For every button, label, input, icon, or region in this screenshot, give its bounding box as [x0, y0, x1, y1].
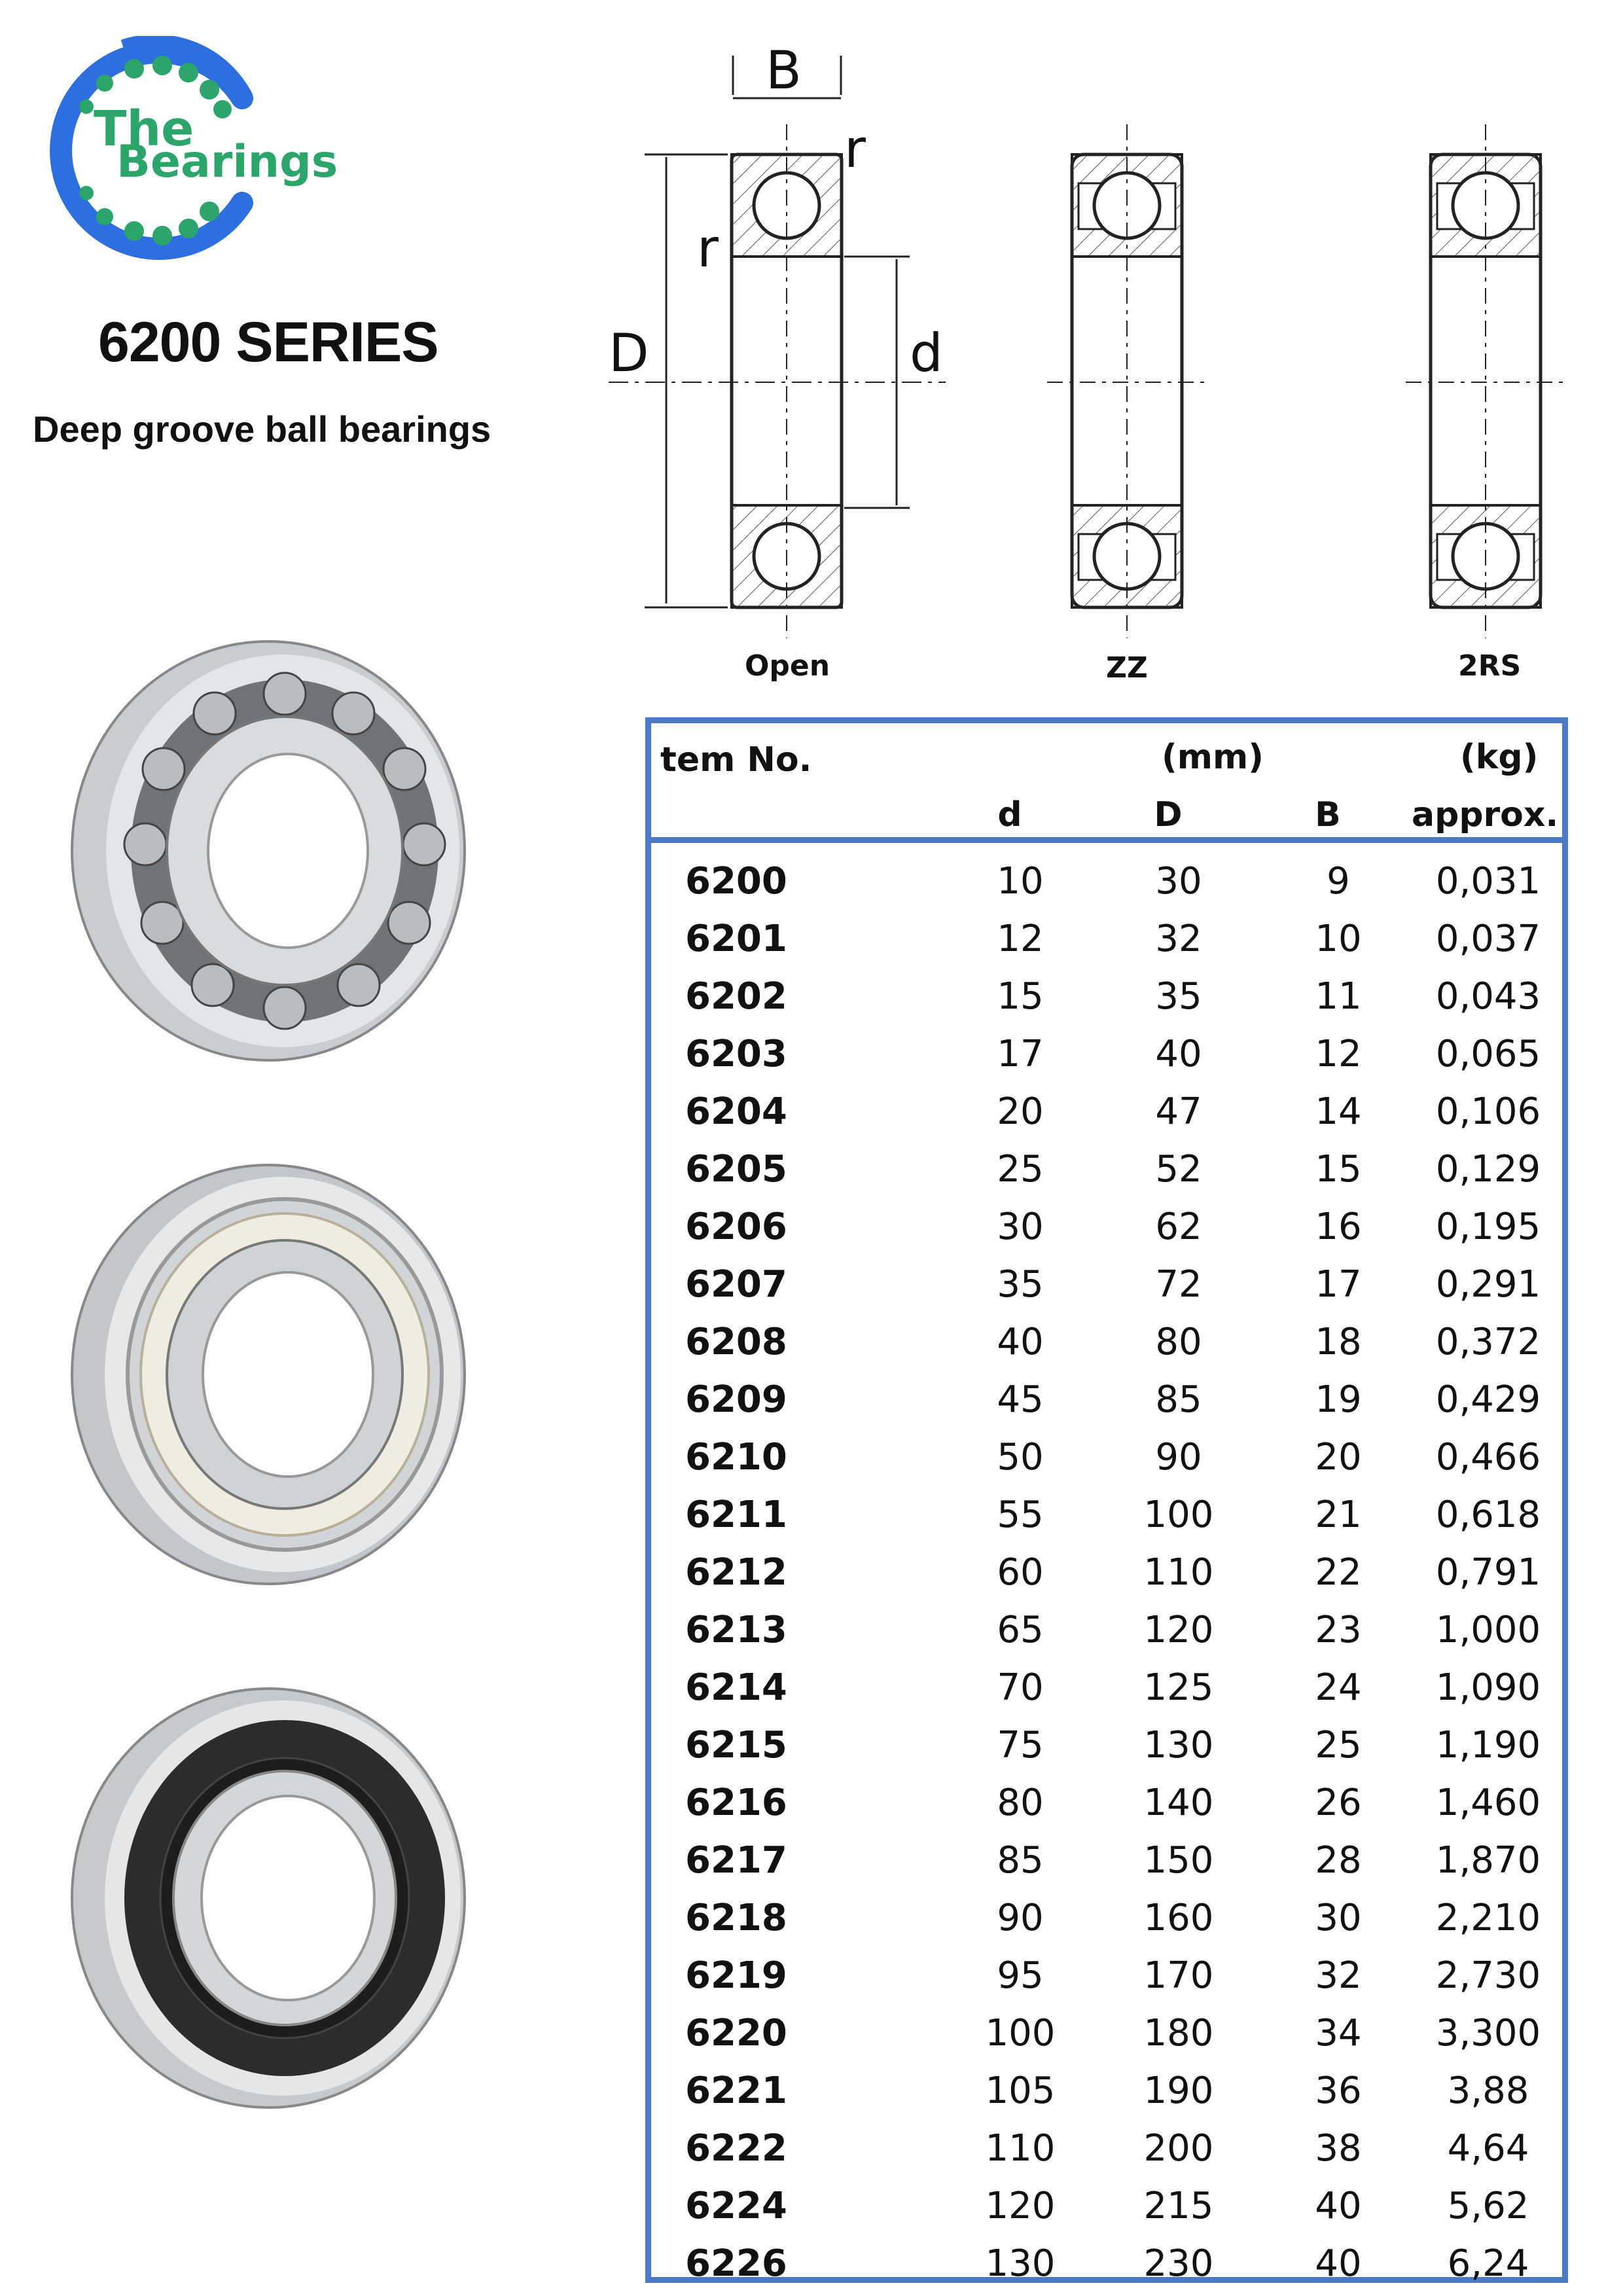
table-row [651, 2236, 1562, 2294]
cell-D: 200 [1143, 2127, 1214, 2170]
cell-B: 38 [1315, 2127, 1362, 2170]
cell-item-no: 6224 [685, 2185, 787, 2227]
cell-weight: 0,031 [1435, 860, 1541, 903]
cell-item-no: 6218 [685, 1897, 787, 1939]
cell-weight: 0,195 [1435, 1206, 1541, 1248]
cell-B: 12 [1315, 1033, 1362, 1075]
cell-item-no: 6214 [685, 1666, 787, 1709]
header-d: d [997, 795, 1022, 834]
table-row [651, 1545, 1562, 1603]
cell-D: 120 [1143, 1609, 1214, 1651]
table-row [651, 1085, 1562, 1142]
cell-B: 26 [1315, 1782, 1362, 1824]
bearing-diagram-open [732, 124, 842, 638]
cell-B: 18 [1315, 1321, 1362, 1363]
cell-D: 125 [1143, 1666, 1214, 1709]
table-row [651, 2121, 1562, 2179]
cell-item-no: 6204 [685, 1090, 787, 1133]
cell-d: 12 [997, 918, 1044, 960]
cell-d: 50 [997, 1436, 1044, 1479]
cell-d: 15 [997, 975, 1044, 1018]
cell-B: 30 [1315, 1897, 1362, 1939]
zz-shielded-bearing-photo [46, 1152, 491, 1597]
cell-d: 95 [997, 1954, 1044, 1997]
table-row [651, 1200, 1562, 1257]
cell-weight: 1,460 [1435, 1782, 1541, 1824]
cell-d: 30 [997, 1206, 1044, 1248]
cell-weight: 1,090 [1435, 1666, 1541, 1709]
cell-weight: 0,043 [1435, 975, 1541, 1018]
cell-weight: 6,24 [1447, 2242, 1529, 2285]
cell-B: 11 [1315, 975, 1362, 1018]
table-row [651, 1833, 1562, 1891]
cell-D: 80 [1155, 1321, 1202, 1363]
cell-item-no: 6201 [685, 918, 787, 960]
open-bearing-photo [46, 628, 491, 1073]
cell-item-no: 6213 [685, 1609, 787, 1651]
cell-d: 120 [985, 2185, 1056, 2227]
cell-D: 40 [1155, 1033, 1202, 1075]
cell-B: 20 [1315, 1436, 1362, 1479]
cell-B: 25 [1315, 1724, 1362, 1767]
cell-D: 85 [1155, 1378, 1202, 1421]
cell-item-no: 6203 [685, 1033, 787, 1075]
cell-B: 22 [1315, 1551, 1362, 1594]
cell-d: 35 [997, 1263, 1044, 1306]
cell-item-no: 6209 [685, 1378, 787, 1421]
cell-item-no: 6216 [685, 1782, 787, 1824]
cell-d: 60 [997, 1551, 1044, 1594]
cell-item-no: 6207 [685, 1263, 787, 1306]
cell-weight: 0,037 [1435, 918, 1541, 960]
table-row [651, 1603, 1562, 1660]
cell-B: 9 [1327, 860, 1350, 903]
header-kg-unit: (kg) [1460, 738, 1539, 777]
table-row [651, 1430, 1562, 1488]
dimension-label-D: D [609, 323, 649, 384]
diagram-label-open: Open [745, 649, 830, 683]
table-row [651, 1718, 1562, 1776]
bearing-diagram-zz [1047, 124, 1207, 638]
cell-d: 17 [997, 1033, 1044, 1075]
cell-B: 14 [1315, 1090, 1362, 1133]
series-subtitle: Deep groove ball bearings [33, 408, 491, 450]
cell-item-no: 6220 [685, 2012, 787, 2054]
cell-item-no: 6226 [685, 2242, 787, 2285]
dimension-label-d: d [910, 323, 943, 384]
dimension-label-r-top: r [844, 118, 866, 179]
cell-D: 32 [1155, 918, 1202, 960]
table-row [651, 2064, 1562, 2121]
cell-d: 130 [985, 2242, 1056, 2285]
header-item-no: tem No. [660, 740, 812, 780]
cell-item-no: 6202 [685, 975, 787, 1018]
cell-item-no: 6206 [685, 1206, 787, 1248]
diagram-label-zz: ZZ [1106, 651, 1148, 685]
cell-weight: 0,372 [1435, 1321, 1541, 1363]
cell-D: 160 [1143, 1897, 1214, 1939]
cell-D: 130 [1143, 1724, 1214, 1767]
cell-weight: 0,466 [1435, 1436, 1541, 1479]
cell-item-no: 6215 [685, 1724, 787, 1767]
specification-table [645, 717, 1568, 2283]
cell-D: 90 [1155, 1436, 1202, 1479]
cell-D: 72 [1155, 1263, 1202, 1306]
table-row [651, 1488, 1562, 1545]
cell-item-no: 6222 [685, 2127, 787, 2170]
cell-d: 110 [985, 2127, 1056, 2170]
cell-weight: 0,291 [1435, 1263, 1541, 1306]
cell-D: 52 [1155, 1148, 1202, 1191]
table-row [651, 1372, 1562, 1430]
cell-item-no: 6210 [685, 1436, 787, 1479]
cell-D: 30 [1155, 860, 1202, 903]
cell-weight: 0,065 [1435, 1033, 1541, 1075]
cell-weight: 2,730 [1435, 1954, 1541, 1997]
cell-item-no: 6221 [685, 2070, 787, 2112]
cell-d: 55 [997, 1494, 1044, 1536]
cell-d: 20 [997, 1090, 1044, 1133]
cell-B: 21 [1315, 1494, 1362, 1536]
cell-B: 28 [1315, 1839, 1362, 1882]
table-row [651, 969, 1562, 1027]
cell-weight: 4,64 [1447, 2127, 1529, 2170]
2rs-sealed-bearing-photo [46, 1676, 491, 2121]
header-D: D [1154, 795, 1183, 834]
table-row [651, 1891, 1562, 1948]
cell-B: 32 [1315, 1954, 1362, 1997]
cell-B: 40 [1315, 2242, 1362, 2285]
cell-B: 10 [1315, 918, 1362, 960]
cell-B: 24 [1315, 1666, 1362, 1709]
cell-d: 25 [997, 1148, 1044, 1191]
cell-weight: 1,000 [1435, 1609, 1541, 1651]
cell-d: 65 [997, 1609, 1044, 1651]
cell-D: 100 [1143, 1494, 1214, 1536]
cell-item-no: 6208 [685, 1321, 787, 1363]
cell-weight: 1,190 [1435, 1724, 1541, 1767]
table-row [651, 2179, 1562, 2236]
cell-B: 36 [1315, 2070, 1362, 2112]
cell-weight: 2,210 [1435, 1897, 1541, 1939]
cell-item-no: 6212 [685, 1551, 787, 1594]
cell-d: 105 [985, 2070, 1056, 2112]
cell-D: 35 [1155, 975, 1202, 1018]
cell-d: 40 [997, 1321, 1044, 1363]
cell-d: 10 [997, 860, 1044, 903]
cell-d: 100 [985, 2012, 1056, 2054]
cell-d: 90 [997, 1897, 1044, 1939]
table-row [651, 1257, 1562, 1315]
cell-B: 16 [1315, 1206, 1362, 1248]
header-mm-unit: (mm) [1162, 738, 1264, 777]
table-row [651, 1142, 1562, 1200]
dimension-label-r-side: r [697, 218, 719, 279]
cell-d: 70 [997, 1666, 1044, 1709]
cell-item-no: 6211 [685, 1494, 787, 1536]
brand-name-line2: Bearings [116, 136, 338, 188]
bearing-diagram-2rs [1406, 124, 1565, 638]
cell-d: 75 [997, 1724, 1044, 1767]
cell-B: 19 [1315, 1378, 1362, 1421]
table-row [651, 912, 1562, 969]
cell-D: 110 [1143, 1551, 1214, 1594]
cell-D: 150 [1143, 1839, 1214, 1882]
cell-D: 190 [1143, 2070, 1214, 2112]
cell-weight: 3,88 [1447, 2070, 1529, 2112]
cell-weight: 0,429 [1435, 1378, 1541, 1421]
cell-B: 17 [1315, 1263, 1362, 1306]
cell-D: 215 [1143, 2185, 1214, 2227]
cell-item-no: 6200 [685, 860, 787, 903]
cell-D: 47 [1155, 1090, 1202, 1133]
cell-B: 15 [1315, 1148, 1362, 1191]
cell-D: 62 [1155, 1206, 1202, 1248]
cell-weight: 0,791 [1435, 1551, 1541, 1594]
table-row [651, 2006, 1562, 2064]
header-divider [651, 837, 1562, 843]
header-approx: approx. [1412, 795, 1559, 834]
table-row [651, 1660, 1562, 1718]
header-B: B [1315, 795, 1341, 834]
table-row [651, 1948, 1562, 2006]
cell-D: 230 [1143, 2242, 1214, 2285]
cell-weight: 3,300 [1435, 2012, 1541, 2054]
table-row [651, 1027, 1562, 1085]
cell-D: 170 [1143, 1954, 1214, 1997]
cell-item-no: 6217 [685, 1839, 787, 1882]
cell-item-no: 6205 [685, 1148, 787, 1191]
cell-weight: 0,129 [1435, 1148, 1541, 1191]
table-row [651, 1315, 1562, 1372]
cell-B: 34 [1315, 2012, 1362, 2054]
series-title: 6200 SERIES [98, 311, 438, 374]
cell-D: 180 [1143, 2012, 1214, 2054]
cell-d: 80 [997, 1782, 1044, 1824]
cell-B: 23 [1315, 1609, 1362, 1651]
cell-d: 45 [997, 1378, 1044, 1421]
cell-D: 140 [1143, 1782, 1214, 1824]
cell-item-no: 6219 [685, 1954, 787, 1997]
cell-B: 40 [1315, 2185, 1362, 2227]
table-row [651, 1776, 1562, 1833]
brand-name-line1: The [94, 101, 194, 157]
cell-weight: 0,106 [1435, 1090, 1541, 1133]
diagram-label-2rs: 2RS [1458, 649, 1522, 683]
cell-weight: 0,618 [1435, 1494, 1541, 1536]
dimension-label-B: B [766, 40, 802, 101]
table-row [651, 854, 1562, 912]
cell-d: 85 [997, 1839, 1044, 1882]
cell-weight: 5,62 [1447, 2185, 1529, 2227]
bearing-cross-section-diagrams [0, 0, 1623, 720]
cell-weight: 1,870 [1435, 1839, 1541, 1882]
